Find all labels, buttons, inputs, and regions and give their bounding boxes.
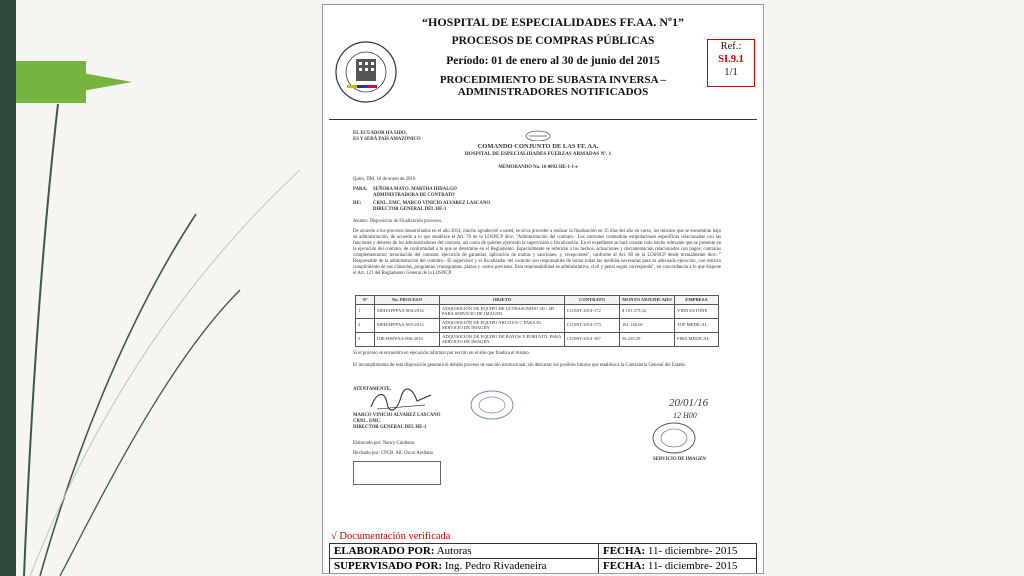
document-sheet [322,4,764,574]
decorative-curves [0,0,300,576]
service-stamp-icon [651,421,697,455]
table-cell: SIEHAPFFAA-004-2014 [375,304,440,318]
memo-de-2: DIRECTOR GENERAL DEL HE-1 [373,207,447,212]
hospital-seal-icon [333,39,399,105]
table-cell: 161.140,00 [620,318,675,332]
memo-motto-2: ES Y SERÁ PAÍS AMAZÓNICO [353,137,421,142]
supervisado-label: SUPERVISADO POR: [334,560,443,572]
table-header-cell: No. PROCESO [375,296,440,305]
verified-note: √ Documentación verificada [331,531,451,542]
table-cell: $ 101.375,32 [620,304,675,318]
memo-body: De acuerdo a los procesos desarrollados en el año 2014, mucho agradeceré a usted, se sirva proceder a realizar la finalización en 15 días del año en curso, los mismos que se encuentran bajo su administración, de acuerdo a lo que establece el Art. 70 de la LOSNCP dice: "Administración del contrato.- Los contratos contendrán estipulaciones específicas relacionadas con las funciones y deberes de los administradores del contrato, así como de quienes ejercerán la supervisión o fiscalización. En el expediente se hará constar todo hecho relevante que se presente en la ejecución del contrato, de conformidad a lo que se determine en el Reglamento. Especialmente se referirán a los hechos, actuaciones y documentación relacionados con pagos; contratos complementarios; terminación del contrato; ejecución de garantías; aplicación de multas y sanciones; y, recepciones", conforme al Art. 80 de la LOSNCP desde textualmente dice: " Responsable de la administración del contrato.- El supervisor y el fiscalizador del contrato son responsables de tomar todas las medidas necesarias para su adecuada ejecución, con estricto cumplimiento de sus cláusulas, programas, cronogramas, plazos y costos previstos. Esta responsabilidad es administrativa, civil y penal según corresponda", en concordancia a lo que dispone el Art. 121 del Reglamento General de la LOSNCP. [353,229,721,276]
memo-org-1: COMANDO CONJUNTO DE LAS FF. AA. [477,143,599,150]
table-cell: TOP MEDICAL [675,318,719,332]
ref-page: 1/1 [724,67,738,78]
memo-number: MEMORANDO No. 16-0092-HE-1-1-e [498,165,578,170]
scanned-memo [351,125,725,529]
handwritten-date: 20/01/16 [669,397,709,409]
memo-para-2: ADMINISTRADORA DE CONTRATO [373,193,455,198]
table-cell: ADQUISICIÓN DE EQUIPO DE ULTRASONIDO 3D / 4D PARA SERVICIO DE IMAGEN [440,304,565,318]
table-header-cell: CONTRATO [565,296,620,305]
elaborado-value: Autoras [436,545,472,557]
header-line-1: “HOSPITAL DE ESPECIALIDADES FF.AA. Nº1” [421,15,684,29]
memo-para-1: SEÑORA MAYO. MARTHA HIDALGO [373,187,457,192]
header-line-3: Período: 01 de enero al 30 de junio del 2015 [446,55,660,67]
header-title-block [403,15,703,98]
official-stamp-icon [469,389,515,421]
service-stamp-text: SERVICIO DE IMAGEN [653,457,706,462]
signature-icon [367,387,437,413]
table-cell: 3 [356,332,375,346]
memo-de-label: DE: [353,201,362,206]
memo-signer-name: MARCO VINICIO ALVAREZ LASCANO [353,413,441,418]
ref-label: Ref.: [720,41,742,52]
table-cell: ADQUISICIÓN DE EQUIPO ARCO EN C PARA EL SERVICIO DE IMAGEN [440,318,565,332]
memo-process-table [355,295,719,347]
memo-emblem-icon [521,127,555,141]
elaborado-label: ELABORADO POR: [334,545,435,557]
header-line-4: PROCEDIMIENTO DE SUBASTA INVERSA – [439,74,667,86]
footer-row-supervisado [330,559,757,574]
table-header-cell: MONTO ADJUDICADO [620,296,675,305]
memo-signer-rank: CRNL. EMC. [353,419,382,424]
memo-atentamente: ATENTAMENTE, [353,387,392,392]
document-header [329,9,757,120]
fecha-label-2: FECHA: [603,560,646,572]
memo-motto-1: EL ECUADOR HA SIDO, [353,131,407,136]
table-row [356,304,719,318]
memo-subject: Asunto: Disposición de Finalización procesos. [353,219,443,224]
table-cell: CGNST-2014-187 [565,332,620,346]
memo-para-label: PARA: [353,187,368,192]
table-cell: SIEHAPFFAA-005-2014 [375,318,440,332]
supervisado-value: Ing. Pedro Rivadeneira [444,560,547,572]
memo-de-1: CRNL. EMC. MARCO VINICIO ALVAREZ LASCANO [373,201,491,206]
footer-row-elaborado [330,544,757,559]
header-line-5: ADMINISTRADORES NOTIFICADOS [457,86,649,98]
memo-after-2: El incumplimiento de esta disposición generará el debido proceso de sanción institucional, sin descartar los posibles futuros que establezca la Contraloría General del Estado. [353,363,687,368]
header-line-2: PROCESOS DE COMPRAS PÚBLICAS [451,35,655,47]
table-header-cell: OBJETO [440,296,565,305]
table-header-row [356,296,719,305]
memo-small-grid [353,461,441,485]
table-cell: CGNST-2014-172 [565,304,620,318]
fecha-label-1: FECHA: [603,545,646,557]
memo-signer-title: DIRECTOR GENERAL DEL HE-1 [353,425,427,430]
memo-elaborado: Elaborado por: Nancy Cárdenas [353,441,415,446]
table-row [356,332,719,346]
memo-revisado: Revisado por: CPCB. Alf. Oscar Arellano [353,451,434,456]
fecha-value-1: 11- diciembre- 2015 [647,545,738,557]
table-cell: 1 [356,304,375,318]
fecha-value-2: 11- diciembre- 2015 [647,560,738,572]
memo-after-1: Si el proceso se encuentra en ejecución informar por escrito en el año que finaliza el mismo. [353,351,531,356]
memo-org-2: HOSPITAL DE ESPECIALIDADES FUERZAS ARMADAS Nº. 1 [464,151,612,157]
table-cell: FIBA MEDICAL [675,332,719,346]
table-header-cell: Nº [356,296,375,305]
table-cell: 56.230,29 [620,332,675,346]
table-cell: VIDNAXTONE [675,304,719,318]
footer-table [329,543,757,574]
table-cell: CGNST-2014-173 [565,318,620,332]
memo-date: Quito, DM, 18 de enero de 2016 [353,177,416,182]
table-row [356,318,719,332]
table-cell: 2 [356,318,375,332]
ref-value: SI.9.1 [718,54,744,65]
handwritten-time: 12 H00 [673,411,697,420]
table-header-cell: EMPRESA [675,296,719,305]
table-cell: ADQUISICIÓN DE EQUIPO DE RAYOS X PORTÁTIL PARA SERVICIO DE IMAGEN [440,332,565,346]
reference-box [707,39,755,87]
table-cell: DIE-HEFFAA-006-2014 [375,332,440,346]
